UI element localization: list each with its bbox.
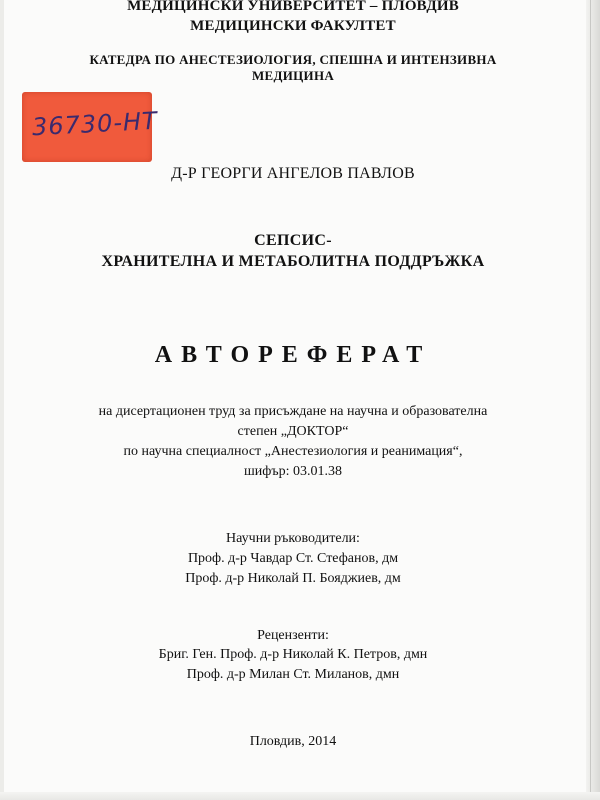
description-line-3: по научна специалност „Анестезиология и реанимация“, xyxy=(123,444,463,459)
author-name: Д-Р ГЕОРГИ АНГЕЛОВ ПАВЛОВ xyxy=(171,165,415,182)
reviewers-heading: Рецензенти: xyxy=(257,628,329,643)
reviewer-item: Бриг. Ген. Проф. д-р Николай К. Петров, дмн xyxy=(158,647,428,662)
supervisor-item: Проф. д-р Чавдар Ст. Стефанов, дм xyxy=(187,551,399,566)
reviewer-item: Проф. д-р Милан Ст. Миланов, дмн xyxy=(186,667,400,682)
thesis-title-line-2: ХРАНИТЕЛНА И МЕТАБОЛИТНА ПОДДРЪЖКА xyxy=(101,253,485,270)
thesis-title-line-1: СЕПСИС- xyxy=(254,232,332,249)
university-name: МЕДИЦИНСКИ УНИВЕРСИТЕТ – ПЛОВДИВ xyxy=(127,0,459,14)
registration-stamp xyxy=(22,92,159,162)
description-line-4: шифър: 03.01.38 xyxy=(244,464,342,479)
stamp-number: 36730-НТ xyxy=(31,106,159,142)
scan-right-edge xyxy=(586,0,600,800)
supervisor-item: Проф. д-р Николай П. Бояджиев, дм xyxy=(185,571,401,586)
place-and-year: Пловдив, 2014 xyxy=(249,734,337,749)
department-line-2: МЕДИЦИНА xyxy=(251,68,335,83)
document-type: АВТОРЕФЕРАТ xyxy=(154,342,432,368)
supervisors-heading: Научни ръководители: xyxy=(226,531,360,546)
description-line-2: степен „ДОКТОР“ xyxy=(237,424,349,439)
faculty-name: МЕДИЦИНСКИ ФАКУЛТЕТ xyxy=(190,18,396,34)
scan-bottom-edge xyxy=(0,792,600,800)
department-line-1: КАТЕДРА ПО АНЕСТЕЗИОЛОГИЯ, СПЕШНА И ИНТЕНЗИВНА xyxy=(89,52,497,67)
description-line-1: на дисертационен труд за присъждане на научна и образователна xyxy=(98,404,488,419)
